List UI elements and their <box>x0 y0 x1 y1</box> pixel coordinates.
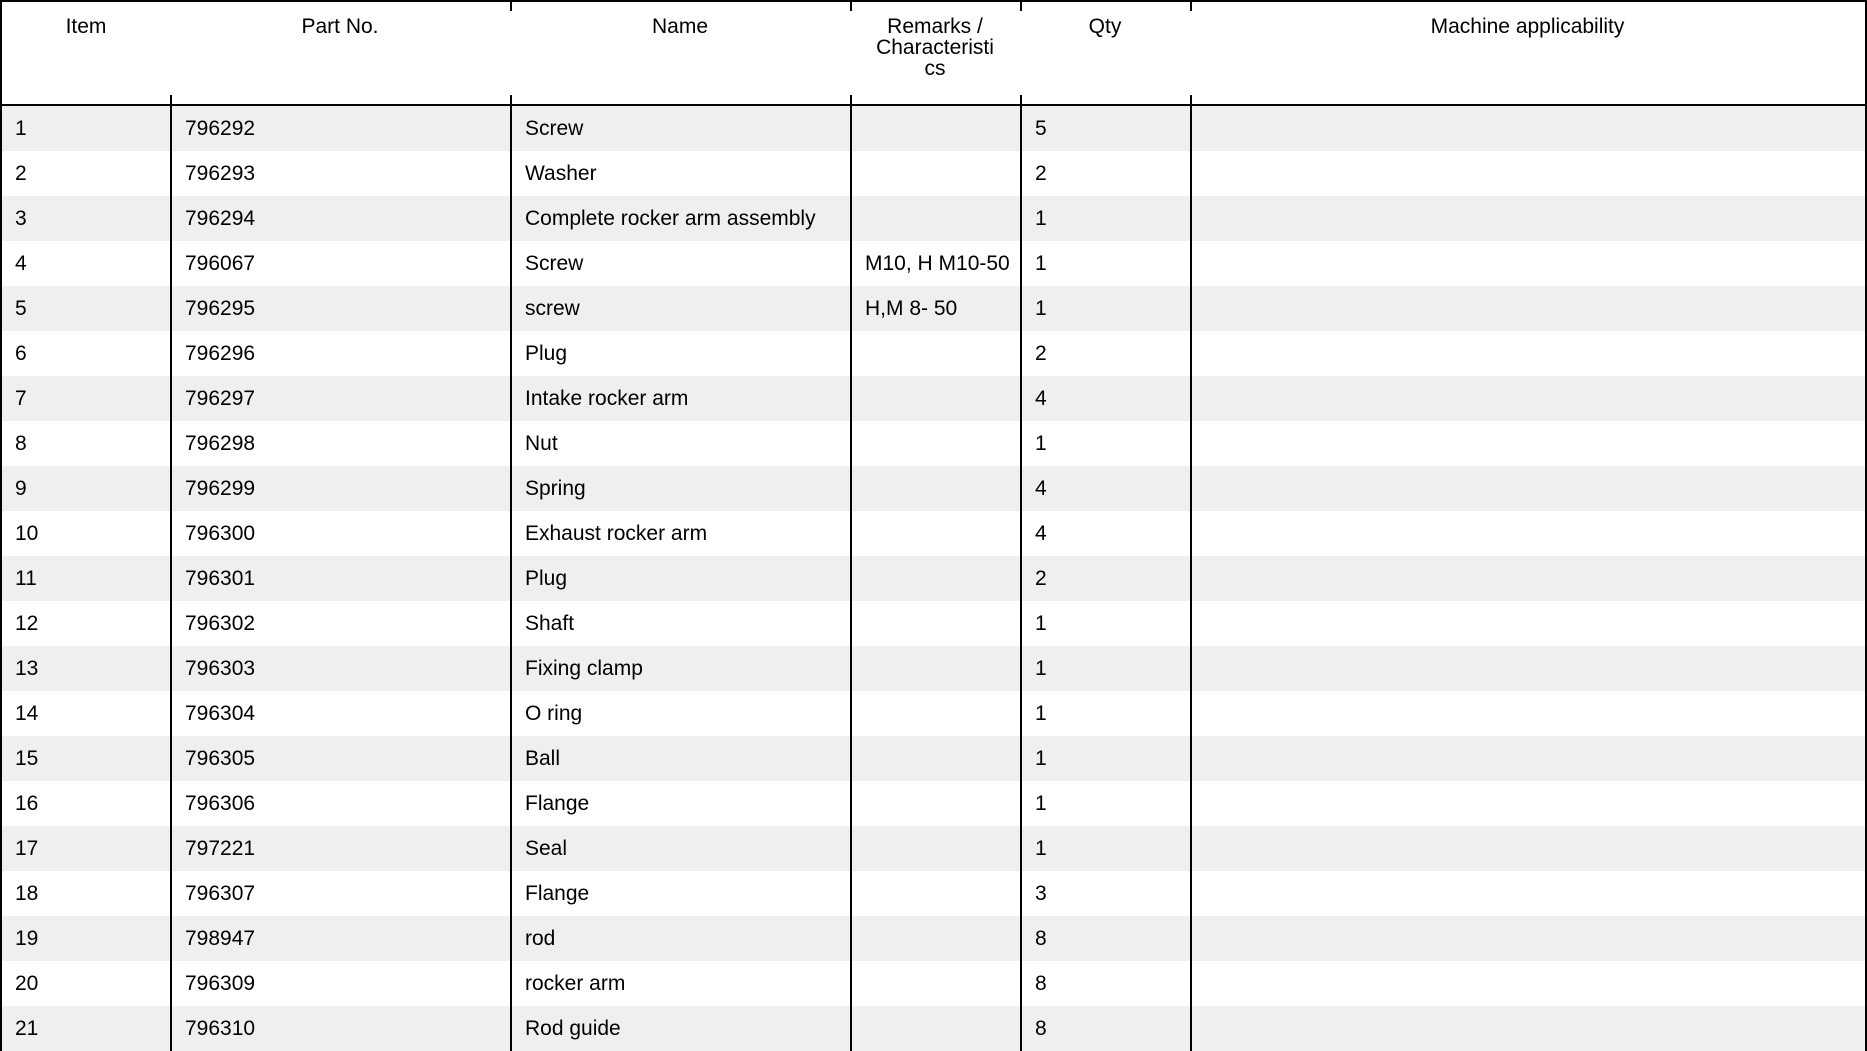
cell-machine-applicability <box>1192 646 1865 691</box>
table-row <box>2 1006 1865 1051</box>
cell-remarks <box>852 151 1022 196</box>
table-row <box>2 466 1865 511</box>
header-tick <box>510 95 512 104</box>
cell-remarks: M10, H M10-50 <box>852 241 1022 286</box>
cell-remarks <box>852 376 1022 421</box>
cell-item: 12 <box>2 601 172 646</box>
table-row <box>2 331 1865 376</box>
table-row <box>2 241 1865 286</box>
table-row <box>2 511 1865 556</box>
cell-part-no: 796300 <box>172 511 512 556</box>
cell-machine-applicability <box>1192 331 1865 376</box>
column-header-qty: Qty <box>1088 15 1122 38</box>
cell-remarks <box>852 331 1022 376</box>
cell-machine-applicability <box>1192 376 1865 421</box>
cell-machine-applicability <box>1192 826 1865 871</box>
cell-remarks <box>852 871 1022 916</box>
cell-item: 19 <box>2 916 172 961</box>
cell-qty: 1 <box>1022 286 1192 331</box>
cell-remarks <box>852 826 1022 871</box>
cell-part-no: 796295 <box>172 286 512 331</box>
cell-remarks <box>852 196 1022 241</box>
cell-name: Flange <box>512 871 852 916</box>
cell-part-no: 796297 <box>172 376 512 421</box>
column-header-item: Item <box>65 15 107 38</box>
cell-part-no: 796292 <box>172 106 512 151</box>
cell-part-no: 796294 <box>172 196 512 241</box>
cell-qty: 2 <box>1022 331 1192 376</box>
cell-remarks <box>852 1006 1022 1051</box>
table-row <box>2 556 1865 601</box>
header-tick <box>1190 2 1192 11</box>
table-row <box>2 421 1865 466</box>
cell-qty: 4 <box>1022 511 1192 556</box>
cell-name: Fixing clamp <box>512 646 852 691</box>
cell-name: rocker arm <box>512 961 852 1006</box>
cell-machine-applicability <box>1192 556 1865 601</box>
cell-remarks <box>852 916 1022 961</box>
cell-remarks <box>852 466 1022 511</box>
cell-remarks <box>852 691 1022 736</box>
table-row <box>2 151 1865 196</box>
cell-name: Rod guide <box>512 1006 852 1051</box>
table-row <box>2 961 1865 1006</box>
header-tick <box>850 95 852 104</box>
cell-name: Flange <box>512 781 852 826</box>
header-tick <box>510 2 512 11</box>
table-row <box>2 916 1865 961</box>
cell-name: Nut <box>512 421 852 466</box>
cell-machine-applicability <box>1192 421 1865 466</box>
cell-remarks <box>852 961 1022 1006</box>
cell-part-no: 796301 <box>172 556 512 601</box>
header-tick <box>1190 95 1192 104</box>
cell-name: Plug <box>512 556 852 601</box>
cell-item: 15 <box>2 736 172 781</box>
cell-machine-applicability <box>1192 196 1865 241</box>
cell-name: Intake rocker arm <box>512 376 852 421</box>
cell-part-no: 796305 <box>172 736 512 781</box>
cell-item: 3 <box>2 196 172 241</box>
cell-item: 11 <box>2 556 172 601</box>
cell-qty: 1 <box>1022 646 1192 691</box>
cell-remarks <box>852 601 1022 646</box>
table-row <box>2 826 1865 871</box>
cell-remarks <box>852 106 1022 151</box>
cell-part-no: 796299 <box>172 466 512 511</box>
cell-qty: 8 <box>1022 916 1192 961</box>
cell-machine-applicability <box>1192 871 1865 916</box>
cell-part-no: 796304 <box>172 691 512 736</box>
cell-part-no: 796296 <box>172 331 512 376</box>
cell-machine-applicability <box>1192 691 1865 736</box>
cell-machine-applicability <box>1192 1006 1865 1051</box>
cell-qty: 1 <box>1022 196 1192 241</box>
cell-name: O ring <box>512 691 852 736</box>
cell-part-no: 796309 <box>172 961 512 1006</box>
column-header-part-no: Part No. <box>301 15 379 38</box>
cell-machine-applicability <box>1192 106 1865 151</box>
table-row <box>2 871 1865 916</box>
cell-name: Shaft <box>512 601 852 646</box>
cell-part-no: 798947 <box>172 916 512 961</box>
cell-part-no: 796298 <box>172 421 512 466</box>
cell-qty: 3 <box>1022 871 1192 916</box>
table-row <box>2 736 1865 781</box>
cell-machine-applicability <box>1192 601 1865 646</box>
cell-machine-applicability <box>1192 916 1865 961</box>
cell-item: 13 <box>2 646 172 691</box>
cell-part-no: 796306 <box>172 781 512 826</box>
cell-item: 1 <box>2 106 172 151</box>
cell-qty: 5 <box>1022 106 1192 151</box>
header-tick <box>1020 2 1022 11</box>
cell-qty: 1 <box>1022 781 1192 826</box>
cell-machine-applicability <box>1192 286 1865 331</box>
table-row <box>2 646 1865 691</box>
cell-machine-applicability <box>1192 781 1865 826</box>
table-row <box>2 781 1865 826</box>
cell-remarks <box>852 511 1022 556</box>
cell-qty: 2 <box>1022 556 1192 601</box>
cell-remarks <box>852 781 1022 826</box>
cell-part-no: 796067 <box>172 241 512 286</box>
cell-part-no: 796307 <box>172 871 512 916</box>
cell-machine-applicability <box>1192 241 1865 286</box>
cell-qty: 1 <box>1022 736 1192 781</box>
cell-qty: 8 <box>1022 961 1192 1006</box>
cell-name: Ball <box>512 736 852 781</box>
cell-item: 10 <box>2 511 172 556</box>
cell-item: 16 <box>2 781 172 826</box>
cell-item: 5 <box>2 286 172 331</box>
cell-remarks <box>852 736 1022 781</box>
header-tick <box>170 95 172 104</box>
cell-machine-applicability <box>1192 511 1865 556</box>
cell-name: Spring <box>512 466 852 511</box>
cell-part-no: 796303 <box>172 646 512 691</box>
table-header-row <box>2 0 1865 106</box>
cell-item: 8 <box>2 421 172 466</box>
cell-name: Exhaust rocker arm <box>512 511 852 556</box>
cell-part-no: 796302 <box>172 601 512 646</box>
cell-qty: 1 <box>1022 691 1192 736</box>
table-row <box>2 376 1865 421</box>
cell-part-no: 797221 <box>172 826 512 871</box>
column-header-remarks: Remarks / Characteristics <box>876 15 994 80</box>
table-row <box>2 601 1865 646</box>
column-header-machine-applicability: Machine applicability <box>1430 15 1625 38</box>
cell-item: 14 <box>2 691 172 736</box>
cell-item: 7 <box>2 376 172 421</box>
cell-name: screw <box>512 286 852 331</box>
cell-name: Complete rocker arm assembly <box>512 196 852 241</box>
header-tick <box>1020 95 1022 104</box>
cell-qty: 2 <box>1022 151 1192 196</box>
table-row <box>2 286 1865 331</box>
cell-item: 9 <box>2 466 172 511</box>
cell-name: Screw <box>512 106 852 151</box>
cell-qty: 1 <box>1022 826 1192 871</box>
cell-item: 21 <box>2 1006 172 1051</box>
cell-machine-applicability <box>1192 961 1865 1006</box>
cell-name: rod <box>512 916 852 961</box>
cell-part-no: 796310 <box>172 1006 512 1051</box>
cell-qty: 1 <box>1022 241 1192 286</box>
cell-remarks <box>852 646 1022 691</box>
column-header-name: Name <box>651 15 709 38</box>
cell-item: 2 <box>2 151 172 196</box>
cell-item: 6 <box>2 331 172 376</box>
table-row <box>2 106 1865 151</box>
cell-item: 17 <box>2 826 172 871</box>
cell-machine-applicability <box>1192 151 1865 196</box>
cell-part-no: 796293 <box>172 151 512 196</box>
cell-qty: 8 <box>1022 1006 1192 1051</box>
cell-name: Plug <box>512 331 852 376</box>
cell-item: 20 <box>2 961 172 1006</box>
cell-remarks <box>852 556 1022 601</box>
cell-item: 4 <box>2 241 172 286</box>
table-row <box>2 196 1865 241</box>
cell-qty: 4 <box>1022 466 1192 511</box>
cell-name: Washer <box>512 151 852 196</box>
table-row <box>2 691 1865 736</box>
cell-qty: 4 <box>1022 376 1192 421</box>
header-tick <box>850 2 852 11</box>
cell-machine-applicability <box>1192 736 1865 781</box>
table-body <box>2 106 1865 1051</box>
cell-remarks <box>852 421 1022 466</box>
cell-name: Seal <box>512 826 852 871</box>
cell-remarks: H,M 8- 50 <box>852 286 1022 331</box>
cell-qty: 1 <box>1022 601 1192 646</box>
cell-machine-applicability <box>1192 466 1865 511</box>
cell-item: 18 <box>2 871 172 916</box>
cell-name: Screw <box>512 241 852 286</box>
cell-qty: 1 <box>1022 421 1192 466</box>
